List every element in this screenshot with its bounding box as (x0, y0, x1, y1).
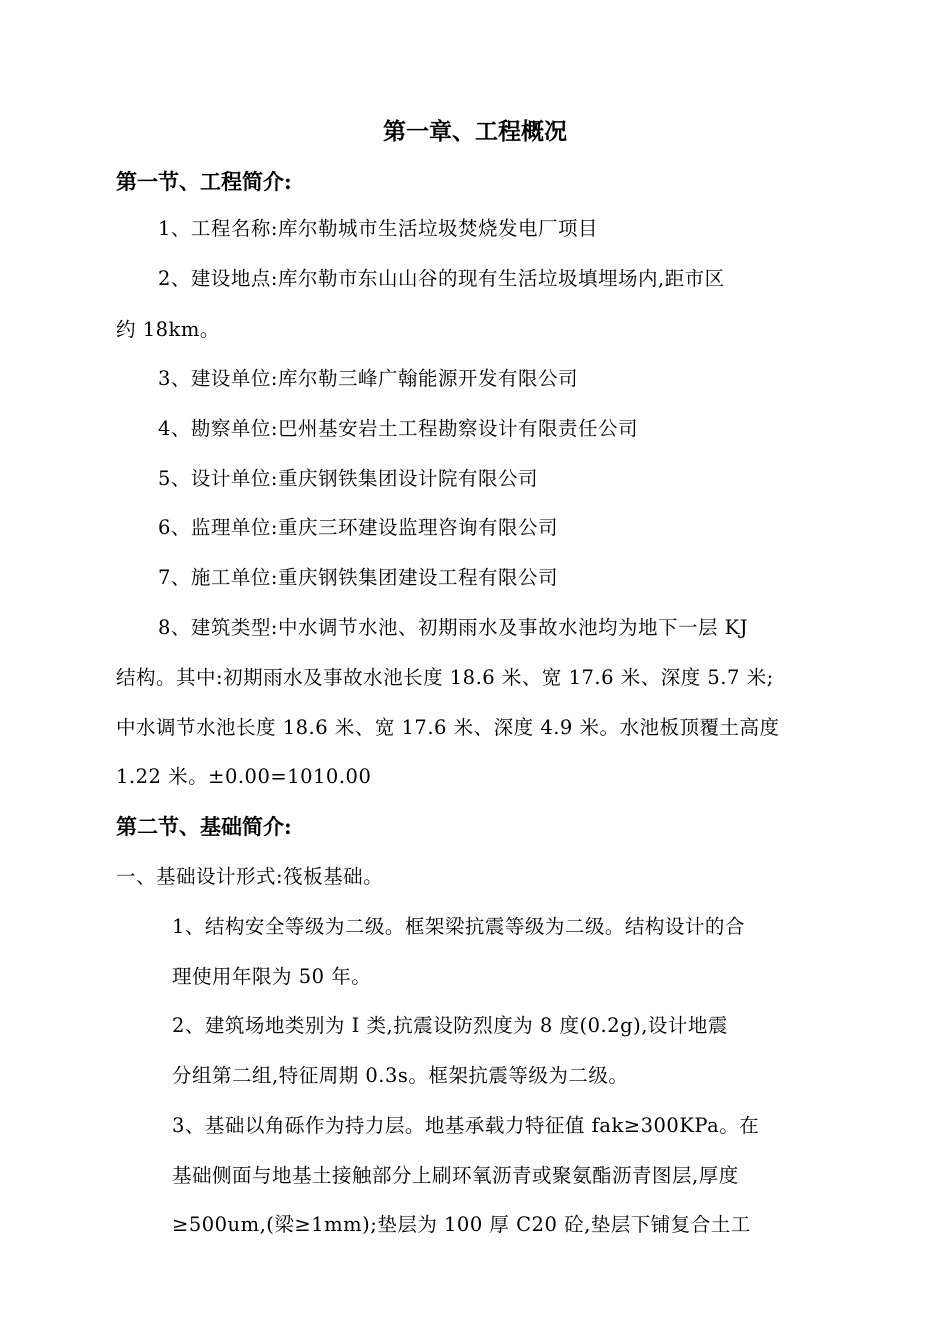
building-type-line-2: 结构。其中:初期雨水及事故水池长度 18.6 米、宽 17.6 米、深度 5.7 米; (116, 666, 774, 689)
foundation-form-line: 一、基础设计形式:筏板基础。 (116, 865, 384, 888)
bearing-layer-line-3: ≥500um,(梁≥1mm);垫层为 100 厚 C20 砼,垫层下铺复合土工 (172, 1213, 751, 1236)
bearing-layer-line-2: 基础侧面与地基土接触部分上刷环氧沥青或聚氨酯沥青图层,厚度 (172, 1164, 739, 1187)
survey-unit-line: 4、勘察单位:巴州基安岩土工程勘察设计有限责任公司 (158, 417, 638, 440)
design-unit-line: 5、设计单位:重庆钢铁集团设计院有限公司 (158, 467, 538, 490)
section-heading-foundation-intro: 第二节、基础简介: (116, 814, 292, 839)
section-heading-project-intro: 第一节、工程简介: (116, 169, 292, 194)
supervision-unit-line: 6、监理单位:重庆三环建设监理咨询有限公司 (158, 516, 558, 539)
safety-grade-line-2: 理使用年限为 50 年。 (172, 965, 372, 988)
chapter-title: 第一章、工程概况 (383, 118, 567, 145)
project-location-line: 2、建设地点:库尔勒市东山山谷的现有生活垃圾填埋场内,距市区 (158, 267, 725, 290)
site-category-line-2: 分组第二组,特征周期 0.3s。框架抗震等级为二级。 (172, 1064, 629, 1087)
safety-grade-line: 1、结构安全等级为二级。框架梁抗震等级为二级。结构设计的合 (172, 915, 745, 938)
project-name-line: 1、工程名称:库尔勒城市生活垃圾焚烧发电厂项目 (158, 217, 598, 240)
site-category-line: 2、建筑场地类别为 I 类,抗震设防烈度为 8 度(0.2g),设计地震 (172, 1014, 728, 1037)
building-type-line-4: 1.22 米。±0.00=1010.00 (116, 765, 372, 788)
contractor-unit-line: 7、施工单位:重庆钢铁集团建设工程有限公司 (158, 566, 558, 589)
building-type-line: 8、建筑类型:中水调节水池、初期雨水及事故水池均为地下一层 KJ (158, 616, 749, 639)
building-type-line-3: 中水调节水池长度 18.6 米、宽 17.6 米、深度 4.9 米。水池板顶覆土高度 (116, 716, 780, 739)
bearing-layer-line: 3、基础以角砾作为持力层。地基承载力特征值 fak≥300KPa。在 (172, 1114, 760, 1137)
project-location-line-cont: 约 18km。 (116, 318, 220, 341)
construction-unit-line: 3、建设单位:库尔勒三峰广翰能源开发有限公司 (158, 367, 578, 390)
